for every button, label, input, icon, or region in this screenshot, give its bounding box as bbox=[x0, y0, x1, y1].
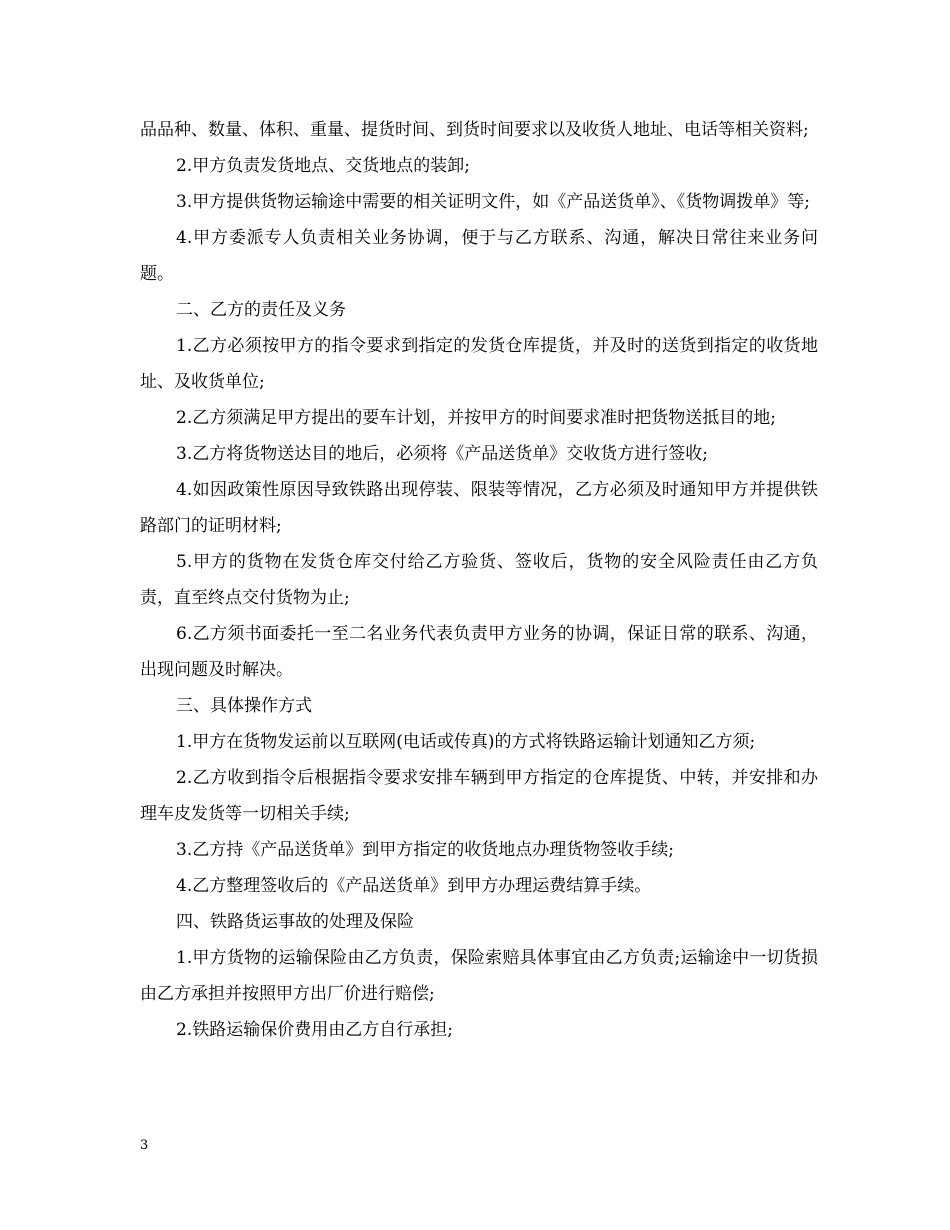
document-body bbox=[140, 112, 818, 1048]
paragraph-item: 4.如因政策性原因导致铁路出现停装、限装等情况，乙方必须及时通知甲方并提供铁路部门的证明材料; bbox=[140, 480, 818, 536]
paragraph-continuation: 品品种、数量、体积、重量、提货时间、到货时间要求以及收货人地址、电话等相关资料; bbox=[140, 120, 809, 140]
paragraph-item: 2.乙方须满足甲方提出的要车计划，并按甲方的时间要求准时把货物送抵目的地; bbox=[176, 408, 776, 428]
section-heading: 三、具体操作方式 bbox=[176, 696, 312, 716]
section-heading: 二、乙方的责任及义务 bbox=[176, 300, 346, 320]
paragraph-item: 4.甲方委派专人负责相关业务协调，便于与乙方联系、沟通，解决日常往来业务问题。 bbox=[140, 228, 818, 284]
paragraph-item: 1.乙方必须按甲方的指令要求到指定的发货仓库提货，并及时的送货到指定的收货地址、及收货单位; bbox=[140, 336, 818, 392]
paragraph-item: 4.乙方整理签收后的《产品送货单》到甲方办理运费结算手续。 bbox=[176, 876, 652, 896]
paragraph-item: 2.乙方收到指令后根据指令要求安排车辆到甲方指定的仓库提货、中转，并安排和办理车皮发货等一切相关手续; bbox=[140, 768, 818, 824]
paragraph-item: 1.甲方在货物发运前以互联网(电话或传真)的方式将铁路运输计划通知乙方须; bbox=[176, 732, 756, 752]
paragraph-item: 2.铁路运输保价费用由乙方自行承担; bbox=[176, 1020, 453, 1040]
paragraph-item: 3.乙方将货物送达目的地后，必须将《产品送货单》交收货方进行签收; bbox=[176, 444, 708, 464]
paragraph-item: 2.甲方负责发货地点、交货地点的装卸; bbox=[176, 156, 470, 176]
paragraph-item: 3.甲方提供货物运输途中需要的相关证明文件，如《产品送货单》、《货物调拨单》等; bbox=[176, 192, 810, 212]
section-heading: 四、铁路货运事故的处理及保险 bbox=[176, 912, 414, 932]
page-number: 3 bbox=[140, 1138, 149, 1153]
paragraph-item: 3.乙方持《产品送货单》到甲方指定的收货地点办理货物签收手续; bbox=[176, 840, 674, 860]
paragraph-item: 6.乙方须书面委托一至二名业务代表负责甲方业务的协调，保证日常的联系、沟通，出现问题及时解决。 bbox=[140, 624, 818, 680]
paragraph-item: 1.甲方货物的运输保险由乙方负责，保险索赔具体事宜由乙方负责;运输途中一切货损由乙方承担并按照甲方出厂价进行赔偿; bbox=[140, 948, 818, 1004]
paragraph-item: 5.甲方的货物在发货仓库交付给乙方验货、签收后，货物的安全风险责任由乙方负责，直至终点交付货物为止; bbox=[140, 552, 818, 608]
